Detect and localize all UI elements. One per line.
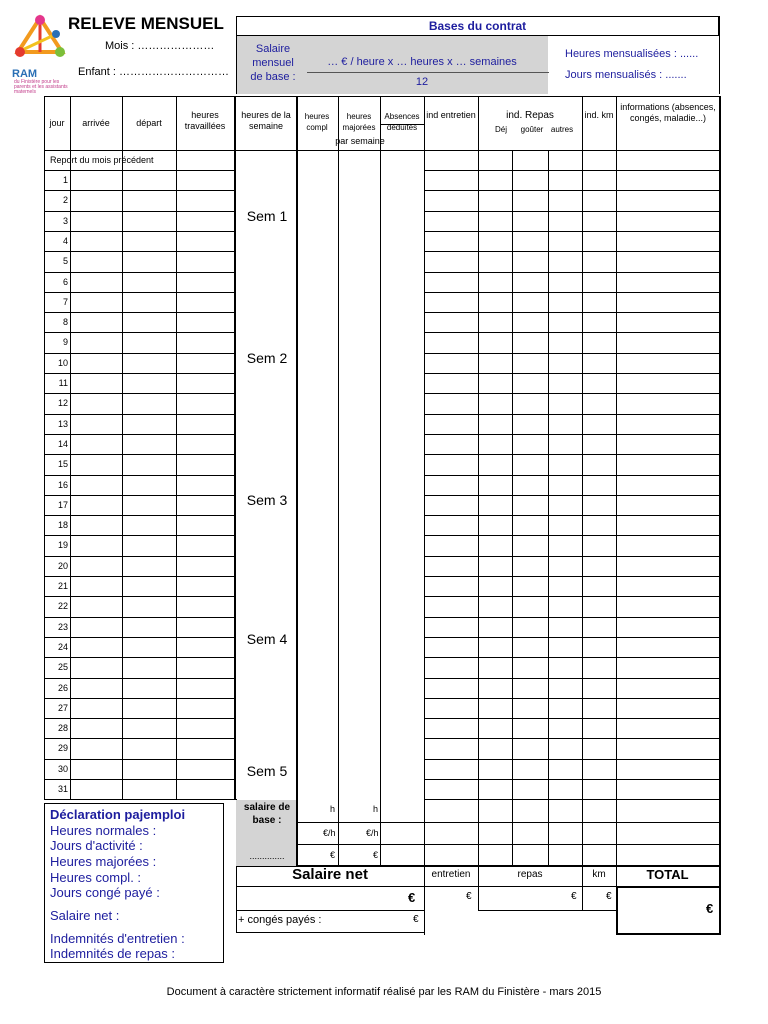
grid-line (424, 190, 719, 191)
day-number: 22 (57, 601, 68, 611)
day-number: 14 (57, 439, 68, 449)
grid-line (44, 576, 236, 577)
grid-line (424, 678, 719, 679)
week-label-2: Sem 2 (246, 350, 288, 366)
repas-label: repas (517, 869, 543, 880)
day-number: 16 (57, 480, 68, 490)
grid-line (616, 886, 719, 888)
col-heures-compl: heures compl (304, 112, 330, 132)
grid-line (44, 353, 236, 354)
grid-line (424, 272, 719, 273)
grid-line (548, 150, 549, 865)
grid-line (424, 515, 719, 516)
entretien-label: entretien (431, 869, 471, 880)
grid-line (616, 886, 618, 933)
grid-line (424, 312, 719, 313)
grid-line (44, 454, 236, 455)
grid-line (424, 495, 719, 496)
grid-line (296, 96, 298, 865)
col-gouter: goûter (520, 125, 544, 134)
mois-field[interactable]: Mois : ………………… (105, 40, 215, 52)
week-label-3: Sem 3 (246, 492, 288, 508)
day-number: 7 (62, 297, 68, 307)
grid-line (236, 886, 616, 887)
grid-line (44, 96, 719, 97)
salaire-base-dots[interactable]: .............. (249, 851, 285, 861)
grid-line (478, 910, 616, 911)
day-number: 25 (57, 662, 68, 672)
unit-eur-2: € (373, 850, 379, 860)
unit-eurh-2: €/h (366, 828, 379, 838)
grid-line (44, 190, 236, 191)
grid-line (424, 657, 719, 658)
col-depart: départ (136, 118, 162, 128)
week-label-5: Sem 5 (246, 763, 288, 779)
salaire-formula[interactable]: … € / heure x … heures x … semaines (327, 56, 517, 68)
day-number: 23 (57, 622, 68, 632)
day-number: 13 (57, 419, 68, 429)
day-number: 2 (62, 195, 68, 205)
total-label: TOTAL (646, 867, 689, 882)
grid-line (44, 678, 236, 679)
day-number: 24 (57, 642, 68, 652)
day-number: 20 (57, 561, 68, 571)
logo-graphic (12, 14, 68, 68)
day-number: 19 (57, 540, 68, 550)
grid-line (44, 332, 236, 333)
col-ind-entretien: ind entretien (426, 110, 476, 120)
grid-line (424, 393, 719, 394)
grid-line (424, 617, 719, 618)
col-ind-repas: ind. Repas (506, 110, 554, 121)
grid-line (582, 96, 583, 911)
salaire-divisor: 12 (415, 76, 429, 88)
enfant-field[interactable]: Enfant : ………………………… (78, 66, 229, 78)
day-number: 9 (62, 337, 68, 347)
contract-right-border (719, 16, 720, 94)
week-label-1: Sem 1 (246, 208, 288, 224)
grid-line (44, 779, 236, 780)
grid-line (44, 515, 236, 516)
day-number: 26 (57, 683, 68, 693)
day-number: 4 (62, 236, 68, 246)
day-number: 17 (57, 500, 68, 510)
salaire-base-box (236, 36, 548, 94)
grid-line (44, 738, 236, 739)
grid-line (424, 170, 719, 171)
grid-line (44, 150, 719, 151)
decl-indemnites-repas[interactable]: Indemnités de repas : (50, 946, 176, 961)
declaration-title: Déclaration pajemploi (50, 807, 186, 822)
grid-line (380, 124, 424, 125)
grid-line (424, 556, 719, 557)
grid-line (424, 799, 719, 800)
grid-line (424, 576, 719, 577)
day-number: 12 (57, 398, 68, 408)
day-number: 31 (57, 784, 68, 794)
grid-line (44, 535, 236, 536)
salaire-mensuel-label: Salaire mensuel de base : (250, 43, 296, 83)
grid-line (176, 96, 177, 799)
day-number: 18 (57, 520, 68, 530)
heures-mensualisees-field[interactable]: Heures mensualisées : ...... (565, 48, 699, 60)
grid-line (616, 96, 617, 933)
footer-note: Document à caractère strictement informatif réalisé par les RAM du Finistère - mars 2015 (166, 986, 602, 998)
grid-line (234, 96, 236, 799)
salaire-base-label: salaire de base : (243, 802, 291, 826)
col-heures-majorees: heures majorées (342, 112, 376, 132)
grid-line (236, 910, 424, 911)
grid-line (512, 150, 513, 865)
grid-line (424, 475, 719, 476)
unit-h-1: h (330, 804, 336, 814)
grid-line (44, 373, 236, 374)
page-title: RELEVE MENSUEL (68, 14, 224, 33)
day-number: 6 (62, 277, 68, 287)
day-number: 30 (57, 764, 68, 774)
grid-line (424, 738, 719, 739)
grid-line (44, 698, 236, 699)
grid-line (424, 96, 425, 935)
bases-contrat-title: Bases du contrat (236, 16, 719, 36)
col-autres: autres (550, 125, 574, 134)
grid-line (44, 495, 236, 496)
week-label-4: Sem 4 (246, 631, 288, 647)
grid-line (424, 231, 719, 232)
grid-line (424, 454, 719, 455)
declaration-pajemploi-box (44, 803, 224, 963)
decl-jours-activite[interactable]: Jours d'activité : (50, 838, 143, 853)
grid-line (122, 96, 123, 799)
total-eur: € (706, 901, 714, 916)
entretien-eur: € (466, 891, 472, 902)
day-number: 29 (57, 743, 68, 753)
decl-heures-normales[interactable]: Heures normales : (50, 823, 157, 838)
decl-salaire-net[interactable]: Salaire net : (50, 908, 120, 923)
grid-line (44, 718, 236, 719)
grid-line (296, 844, 719, 845)
grid-line (424, 434, 719, 435)
day-number: 27 (57, 703, 68, 713)
salaire-net-eur: € (408, 890, 416, 905)
grid-line (424, 211, 719, 212)
grid-line (44, 231, 236, 232)
col-jour: jour (49, 118, 65, 128)
grid-line (478, 96, 479, 911)
divider (307, 72, 549, 73)
logo-subtext: du Finistère pour les parents et les assistants maternels (14, 79, 68, 95)
day-number: 3 (62, 216, 68, 226)
grid-line (44, 211, 236, 212)
conges-payes-label: + congés payés : (238, 914, 322, 926)
grid-line (424, 535, 719, 536)
unit-eur-1: € (330, 850, 336, 860)
grid-line (338, 96, 339, 865)
grid-line (424, 251, 719, 252)
day-number: 5 (62, 256, 68, 266)
grid-line (236, 932, 424, 933)
grid-line (44, 617, 236, 618)
grid-line (424, 698, 719, 699)
grid-line (44, 475, 236, 476)
grid-line (380, 96, 381, 865)
salaire-net-label: Salaire net (292, 866, 368, 883)
grid-line (719, 96, 721, 935)
grid-line (296, 822, 719, 823)
grid-line (44, 251, 236, 252)
col-absences: Absences déduites (384, 112, 420, 132)
grid-line (70, 96, 71, 799)
grid-line (424, 779, 719, 780)
repas-eur: € (571, 891, 577, 902)
grid-line (44, 292, 236, 293)
km-eur: € (606, 891, 612, 902)
day-number: 1 (62, 175, 68, 185)
grid-line (44, 434, 236, 435)
grid-line (44, 272, 236, 273)
day-number: 15 (57, 459, 68, 469)
decl-indemnites-entretien[interactable]: Indemnités d'entretien : (50, 931, 185, 946)
day-number: 21 (57, 581, 68, 591)
decl-jours-conge[interactable]: Jours congé payé : (50, 885, 160, 900)
col-arrivee: arrivée (82, 118, 110, 128)
logo-ram-text: RAM (12, 68, 38, 80)
grid-line (424, 718, 719, 719)
day-number: 8 (62, 317, 68, 327)
day-number: 11 (58, 378, 68, 388)
km-label: km (592, 869, 606, 880)
grid-line (44, 556, 236, 557)
grid-line (44, 312, 236, 313)
grid-line (424, 637, 719, 638)
grid-line (424, 353, 719, 354)
grid-line (44, 170, 236, 171)
decl-heures-majorees[interactable]: Heures majorées : (50, 854, 157, 869)
grid-line (44, 414, 236, 415)
col-heures-travaillees: heures travaillées (184, 110, 226, 131)
day-number: 28 (57, 723, 68, 733)
grid-line (44, 393, 236, 394)
day-number: 10 (57, 358, 68, 368)
decl-heures-compl[interactable]: Heures compl. : (50, 870, 142, 885)
report-label: Report du mois précédent (50, 155, 154, 165)
col-par-semaine: par semaine (335, 136, 385, 146)
grid-line (424, 373, 719, 374)
grid-line (44, 637, 236, 638)
col-heures-semaine: heures de la semaine (241, 110, 291, 131)
ram-logo (12, 14, 68, 94)
grid-line (424, 759, 719, 760)
conges-payes-eur: € (413, 914, 419, 925)
col-ind-km: ind. km (584, 110, 614, 120)
grid-line (424, 332, 719, 333)
unit-eurh-1: €/h (323, 828, 336, 838)
col-informations: informations (absences, congés, maladie...) (620, 102, 716, 123)
grid-line (44, 596, 236, 597)
jours-mensualises-field[interactable]: Jours mensualisés : ....... (565, 69, 687, 81)
grid-line (616, 933, 719, 935)
col-dej: Déj (494, 125, 507, 134)
grid-line (424, 292, 719, 293)
grid-line (424, 414, 719, 415)
grid-line (44, 799, 236, 800)
grid-line (44, 657, 236, 658)
grid-line (44, 759, 236, 760)
grid-line (424, 596, 719, 597)
unit-h-2: h (373, 804, 379, 814)
